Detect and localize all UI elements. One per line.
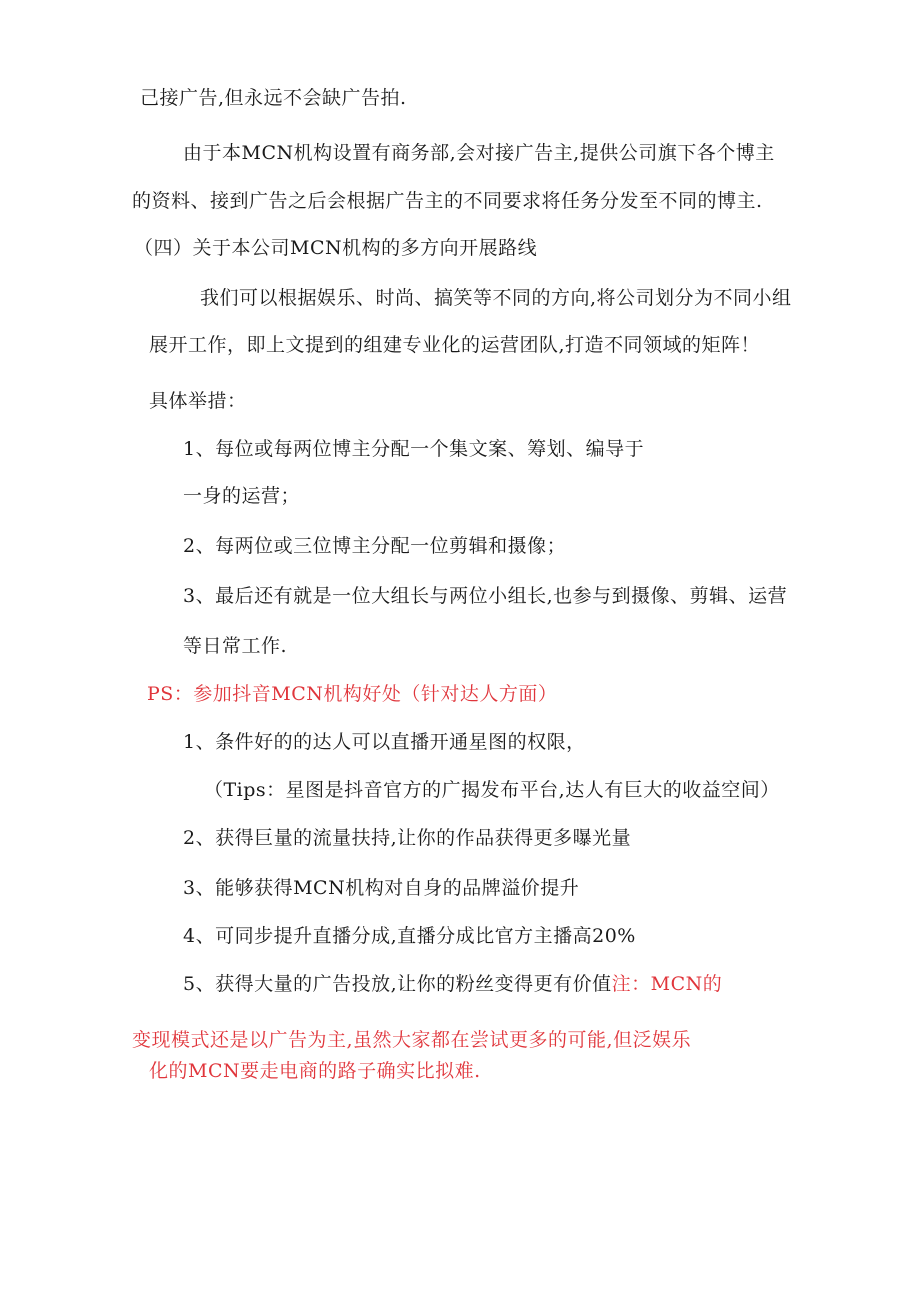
list-item: 1、条件好的的达人可以直播开通星图的权限， bbox=[183, 731, 586, 753]
list-item: 1、每位或每两位博主分配一个集文案、筹划、编导于 bbox=[183, 438, 645, 460]
note-label: 注：MCN的 bbox=[611, 973, 723, 995]
text-line: 的资料、接到广告之后会根据广告主的不同要求将任务分发至不同的博主. bbox=[132, 190, 763, 212]
note-text: 变现模式还是以广告为主,虽然大家都在尝试更多的可能,但泛娱乐 bbox=[132, 1029, 692, 1051]
list-item: 3、最后还有就是一位大组长与两位小组长,也参与到摄像、剪辑、运营 bbox=[183, 585, 788, 607]
ps-heading: PS：参加抖音MCN机构好处（针对达人方面） bbox=[147, 683, 558, 705]
section-heading: （四）关于本公司MCN机构的多方向开展路线 bbox=[134, 237, 538, 259]
text-line: 展开工作，即上文提到的组建专业化的运营团队,打造不同领域的矩阵！ bbox=[149, 334, 761, 356]
list-item: 4、可同步提升直播分成,直播分成比官方主播高20% bbox=[183, 925, 636, 947]
text-line: 我们可以根据娱乐、时尚、搞笑等不同的方向,将公司划分为不同小组 bbox=[200, 287, 792, 309]
list-item-continuation: 一身的运营； bbox=[183, 485, 301, 507]
text-line: 具体举措： bbox=[149, 390, 247, 412]
tips-note: （Tips：星图是抖音官方的广揭发布平台,达人有巨大的收益空间） bbox=[204, 779, 780, 801]
list-item-continuation: 等日常工作. bbox=[183, 635, 288, 657]
text-line: 己接广告,但永远不会缺广告拍. bbox=[140, 87, 407, 109]
list-item bbox=[183, 972, 722, 996]
list-item: 2、每两位或三位博主分配一位剪辑和摄像； bbox=[183, 535, 567, 557]
list-item-text: 5、获得大量的广告投放,让你的粉丝变得更有价值 bbox=[183, 973, 612, 995]
list-item: 2、获得巨量的流量扶持,让你的作品获得更多曝光量 bbox=[183, 827, 632, 849]
note-text: 化的MCN要走电商的路子确实比拟难. bbox=[149, 1060, 481, 1082]
list-item: 3、能够获得MCN机构对自身的品牌溢价提升 bbox=[183, 877, 580, 899]
text-line: 由于本MCN机构设置有商务部,会对接广告主,提供公司旗下各个博主 bbox=[183, 142, 775, 164]
